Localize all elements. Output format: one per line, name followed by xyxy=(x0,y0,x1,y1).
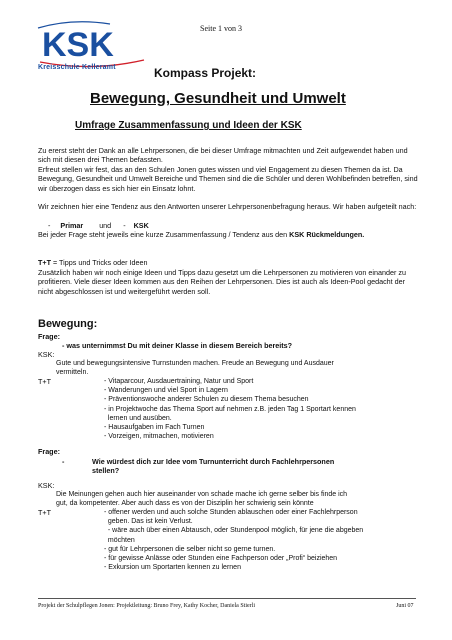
q1-frage-label: Frage: xyxy=(38,332,60,341)
section-heading: Bewegung: xyxy=(38,318,98,330)
q1-ksk-label: KSK: xyxy=(38,350,55,359)
tt-definition: T+T = Tipps und Tricks oder Ideen xyxy=(38,258,148,267)
page-subtitle: Umfrage Zusammenfassung und Ideen der KSK xyxy=(75,120,302,131)
list-item: - offener werden und auch solche Stunden ablauschen oder einer Fachlehrperson xyxy=(104,509,358,516)
q2-frage-label: Frage: xyxy=(38,447,60,456)
q2-ksk-label: KSK: xyxy=(38,481,55,490)
list-item: - wäre auch über einen Abtausch, oder Stundenpool möglich, für jene die abgeben xyxy=(104,527,364,535)
footer-date: Juni 07 xyxy=(396,603,414,609)
list-item: - Wanderungen und viel Sport in Lagern xyxy=(104,387,228,395)
q1-ksk-text-1: Gute und bewegungsintensive Turnstunden machen. Freude an Bewegung und Ausdauer xyxy=(56,360,334,367)
split-list: - Primar und - KSK xyxy=(48,221,149,230)
intro-paragraph-3: Wir zeichnen hier eine Tendenz aus den Antworten unserer Lehrpersonenbefragung heraus. Wir haben aufgeteilt nach: xyxy=(38,202,417,211)
q1-tt-label: T+T xyxy=(38,377,51,386)
q2-ksk-text-2: gut, da kompetenter. Aber auch dass es von der Disziplin her schwierig sein könnte xyxy=(56,500,314,507)
q1-ksk-text-2: vermitteln. xyxy=(56,369,89,376)
list-item: möchten xyxy=(104,536,135,544)
q1-question: - was unternimmst Du mit deiner Klasse in diesem Bereich bereits? xyxy=(62,341,293,350)
list-item: - Vitaparcour, Ausdauertraining, Natur und Sport xyxy=(104,378,254,385)
list-item: - Präventionswoche anderer Schulen zu diesem Thema besuchen xyxy=(104,396,309,404)
q2-question-1: Wie würdest dich zur Idee vom Turnunterricht durch Fachlehrpersonen xyxy=(92,457,335,466)
page-number: Seite 1 von 3 xyxy=(200,24,242,33)
intro-paragraph-5: Zusätzlich haben wir noch einige Ideen und Tipps dazu gesetzt um die Lehrpersonen zu motivieren von einander zu profitieren. Viele dieser Ideen kommen aus den Reihen der Lehrpersonen. Dies ist auch als Ideen-Pool gedacht der nicht abgeschlossen ist und weitergeführt werden soll. xyxy=(38,268,406,296)
list-item: - Exkursion um Sportarten kennen zu lernen xyxy=(104,564,241,572)
q2-ksk-text-1: Die Meinungen gehen auch hier auseinander von schade mache ich gerne selber bis finde ich xyxy=(56,491,348,498)
logo-letters: KSK xyxy=(42,26,114,64)
list-item: - gut für Lehrpersonen die selber nicht so gerne turnen. xyxy=(104,545,276,553)
intro-paragraph-4: Bei jeder Frage steht jeweils eine kurze Zusammenfassung / Tendenz aus den KSK Rückmeldungen. xyxy=(38,230,365,239)
q2-tips-list xyxy=(104,508,404,572)
q2-question-2: stellen? xyxy=(92,466,120,475)
list-item: - für gewisse Anlässe oder Stunden eine Fachperson oder „Profi“ beiziehen xyxy=(104,555,338,563)
q1-tips-list xyxy=(104,377,404,441)
list-item: - Hausaufgaben im Fach Turnen xyxy=(104,424,205,432)
q2-tt-label: T+T xyxy=(38,508,51,517)
footer-divider xyxy=(38,598,416,599)
list-item: geben. Das ist kein Verlust. xyxy=(104,518,193,526)
project-label: Kompass Projekt: xyxy=(154,66,257,80)
logo-subtitle: Kreisschule Kelleramt xyxy=(38,64,116,71)
page-title: Bewegung, Gesundheit und Umwelt xyxy=(90,90,346,107)
intro-paragraph-2: Erfreut stellen wir fest, das an den Schulen Jonen gutes wissen und viel Engagement zu diesen Themen da ist. Da Bewegung, Gesundheit und Umwelt Bereiche und Themen sind die die Schüler und deren Wohlbefinden betreffen, sind wir überzogen dass es sich hier ein Einsatz lohnt. xyxy=(38,165,418,193)
footer-credits: Projekt der Schulpflegen Jonen: Projektleitung: Bruno Frey, Kathy Kocher, Daniela Stierli xyxy=(38,603,255,609)
list-item: - in Projektwoche das Thema Sport auf nehmen z.B. jeden Tag 1 Sportart kennen xyxy=(104,405,356,413)
list-item: - Vorzeigen, mitmachen, motivieren xyxy=(104,433,214,441)
list-item: lernen und ausüben. xyxy=(104,414,172,422)
intro-paragraph-1: Zu ererst steht der Dank an alle Lehrpersonen, die bei dieser Umfrage mitmachten und Zeit aufgewendet haben und sich mit diesen drei Themen befassten. xyxy=(38,146,408,165)
q2-dash: - xyxy=(62,457,65,466)
